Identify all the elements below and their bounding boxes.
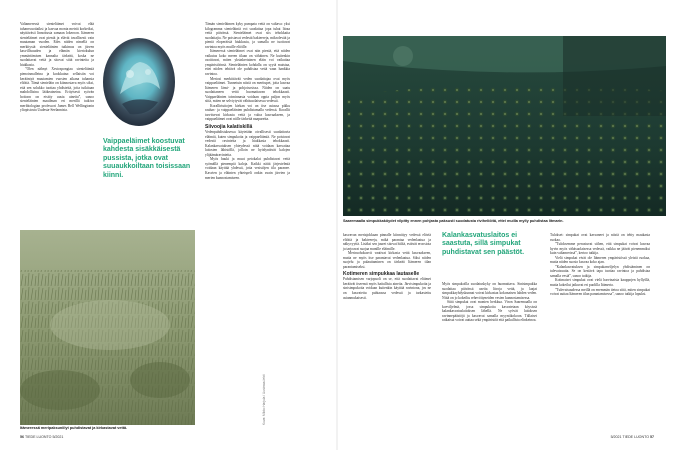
right-pull-quote: Kalankasvatuslaitos ei saastuta, sillä simpukat puhdistavat sen päästöt. xyxy=(442,232,525,256)
paragraph: Puhdistamisen varjopuoli on se, että suodattavat eläimet keräävät itseensä myös haitallisia aineita. Järvisimpukoita ja sinisimpukoita voidaan kuitenkin käyttää ravintona, jos ne on kasvatettu puhtaassa vedessä ja tarkastettu asianmukaisesti. xyxy=(343,277,431,300)
right-column-2 xyxy=(442,282,537,432)
right-column-1-intro xyxy=(343,233,431,269)
paragraph: Siitä simpukat ovat monien herkkua. Viron Saaremaalla on koeviljelmä, jossa simpukoita kasvatetaan köysissä kalankasvatuslaitoksen lähellä. Ne syövät laitoksen ravinnepäästöjä ja kasvavat samalla myyntikokoon. Tällaiset ratkaisut voivat auttaa sekä ympäristöä että paikallista elinkeinoa. xyxy=(442,300,537,323)
paragraph: Tulokset: simpukat ovat kasvaneet ja niistä on tehty maukasta ruokaa. xyxy=(550,233,650,242)
left-column-3-intro xyxy=(205,22,290,122)
paragraph: ”Tulevaisuudessa meillä on enemmän tietoa siitä, miten simpukat voivat auttaa Itämeren tilan parantamisessa”, sanoo tutkija lopuksi. xyxy=(550,287,650,297)
right-issue: 5/2021 xyxy=(610,435,622,439)
paragraph: ”Tuloksemme perustuvat siihen, että simpukat voivat kasvaa hyvin myös vähäsuolaisessa vedessä, vaikka ne jäävät pienemmiksi kuin valtamerissä”, kertoo tutkija. xyxy=(550,242,650,256)
paragraph: Myös hauki ja muut petokalat puhdistavat vettä syömällä pienempiä kaloja. Kaikki näitä järjestelmiä voidaan käyttää yhdessä, jotta vesistöjen tila paranee. Kasvien ja eläinten yhteispeli onkin avain järvien ja merien kunnostamiseen. xyxy=(205,157,290,180)
paragraph: kasvavan meriajokkaan pinnalle kiinnittyy vedessä eläviä eliöitä ja bakteereja, mikä parantaa vedenlaatua ja näkyvyyttä. Lisäksi sen juuret sitovat hiiltä, estävät eroosiota ja tarjoavat suojaa monille eläimille. xyxy=(343,233,431,251)
paragraph: Kotimaiset simpukat ovat vielä harvinaisia kauppojen hyllyillä, mutta kokeilut jatkuvat eri puolilla Itämerta. xyxy=(550,278,650,288)
paragraph: ”Olen nähnyt Xestospongiaa sienieläimiä pienoismalleina ja kookkaina: sellaisiin voi kerääntyä muutamien vuosien aikana tuhansia eliöitä. Tämä sienieläin on kiinnostava myös siksi, että sen solukko tuottaa yhdisteitä, joita tutkitaan mahdollisina lääkeaineina. Erityisesti syövän hoitoon on etsitty uusia aineita”, sanoo sienieläinten maailman eri merillä tutkiva meribiologian professori James Bell Wellingtonin yliopistosta Uudesta-Seelannista. xyxy=(20,67,94,113)
paragraph: Vedenpuhdistuksessa käytetään oivallisesti suodattavia eläimiä, kuten simpukoita ja vaippaeläimiä. Ne poistavat vedestä ravinteita ja hiukkasia tehokkaasti. Kalankasvatuksen yhteydessä niitä voidaan kasvattaa laitosten lähistöllä, jolloin ne hyödyntävät kalojen ylijäämäravinteita. xyxy=(205,130,290,157)
paragraph: ”Kalankasvatuksen ja simpukanviljelyn yhdistäminen on tulevaisuutta. Se on kestävä tapa tuottaa ravintoa ja puhdistaa samalla vesiä”, sanoo tutkija. xyxy=(550,264,650,278)
right-footer xyxy=(611,435,654,439)
right-column-1-sections xyxy=(343,271,431,300)
sponge-photo xyxy=(100,34,178,134)
section-heading: Siivoojia kalatiskillä xyxy=(205,123,253,130)
right-column-3 xyxy=(550,233,650,433)
paragraph: Meriruohokasvit vaativat kirkasta vettä kasvaakseen, mutta ne myös itse parantavat vedenlaatua. Siksi niiden suojelu ja palauttaminen on tärkeää Itämeren tilan parantamiseksi. xyxy=(343,251,431,269)
left-footer xyxy=(20,435,63,439)
right-magazine-name: TIEDE LUONTO xyxy=(622,435,649,439)
left-pull-quote: Vaippaeläimet koostuvat kahdesta sisäkkäisestä pussista, jotka ovat suuaukkoiltaan toisissaan kiinni. xyxy=(103,138,191,179)
left-page-number: 56 xyxy=(20,435,24,439)
paragraph: Meriosi merkittävää veden suodattajaa ovat myös vaippaeläimet. Tunnetuin niistä on meritupet, joita kasvaa Itämeren länsi- ja pohjoisosissa. Niiden on saatu suodattaneen vettä huomattavan tehokkaasti. Vaippaeläinten toiminnasta voidaan oppia paljon myös siitä, miten ne selviytyvät vähäsuolaisessa vedessä. xyxy=(205,76,290,104)
left-column-3 xyxy=(205,22,290,432)
left-issue: 5/2021 xyxy=(52,435,64,439)
seabed-caption: Itämeressä meripaksuniilyt puhdistavat ja kirkastavat vettä. xyxy=(20,426,128,430)
mussel-farm-photo xyxy=(343,36,666,216)
page-gutter xyxy=(336,0,338,450)
seabed-photo xyxy=(20,230,195,425)
paragraph: Vielä simpukat eivät ole Itämeren ympäristössä yleistä ruokaa, mutta niiden suosio kasvaa koko ajan. xyxy=(550,255,650,265)
paragraph: Myös simpukoilla suodatuskyky on huomattava. Sinisimpukka suodattaa päivässä useita litroja vettä, ja laajat simpukkayhdyskunnat voivat kirkastaa kokonaisen lahden veden. Niitä on jo kokeiltu rehevöityneiden vesien kunnostamisessa. xyxy=(442,282,537,300)
right-page-number: 57 xyxy=(650,435,654,439)
paragraph: Tämän sienieläimen kyky pumpata vettä on valtava: yksi kilogramma sienieläintä voi suodattaa jopa tuhat litraa vettä päivässä. Sienieläimet ovat siis tehokkaita suodattajia. Ne poistavat vedestä bakteereja, mikrolevää ja pieniä eloperäisiä hiukkasia, ja samalla ne tuottavat ravintoa myös muille eliöille. xyxy=(205,22,290,49)
paragraph: Valtameressä sienieläimet voivat elää tuhansvuotiaiksi ja kasvaa monta metriä korkeiksi, näyttävästi linnoitusta samaan lokeroon. Itämeren sienieläimet ovat pieniä ja elävät tavallisesti vain muutaman vuoden. Edes niiden nimellä on merkitystä: sienieläinten tutkimus on järven kasvillisuuden ja elämän kiertokulun ymmärtämisen kannalta tärkeää, koska ne suodattavat vettä ja sitovat siitä ravinteita ja hiukkasia. xyxy=(20,22,94,67)
left-column-1 xyxy=(20,22,94,227)
right-column-1 xyxy=(343,233,431,433)
left-photo-credit: Kuva: Mikko Harjula / Uusimaa-lehti xyxy=(262,374,266,425)
mussel-farm-caption: Saaremaalla simpukkaköydet vilpitty ennen pohjasta paksusti suodatusta riviheliöitä, ettei muilla mylly puhdistaa litmarin. xyxy=(343,219,564,223)
section-heading: Kotimeren simpukkaa lautaselle xyxy=(343,270,420,277)
paragraph: Koralliriuttojen kiekan voi on itse asiassa pikku rauhas- ja vaippaeläinten puhdistamalla vedessä. Korallit tarvitsevat kirkasta vettä ja valoa kasvaakseen, ja vaippaeläimet ovat niille tärkeitä naapureita. xyxy=(205,103,290,122)
left-magazine-name: TIEDE LUONTO xyxy=(24,435,52,439)
left-column-3-sections xyxy=(205,124,290,181)
paragraph: Itämeressä sienieläimet ovat niin pieniä, että niiden vaikutus koko meren tilaan on vähäinen. Ne kuitenkin osoittavat, miten yksinkertainen eläin voi vaikuttaa ympäristöönsä. Sienieläinten kohdalla on syytä muistaa, ettei niiden tehtävä ole puhdistaa vettä vaan hankkia ravintoa. xyxy=(205,49,290,77)
